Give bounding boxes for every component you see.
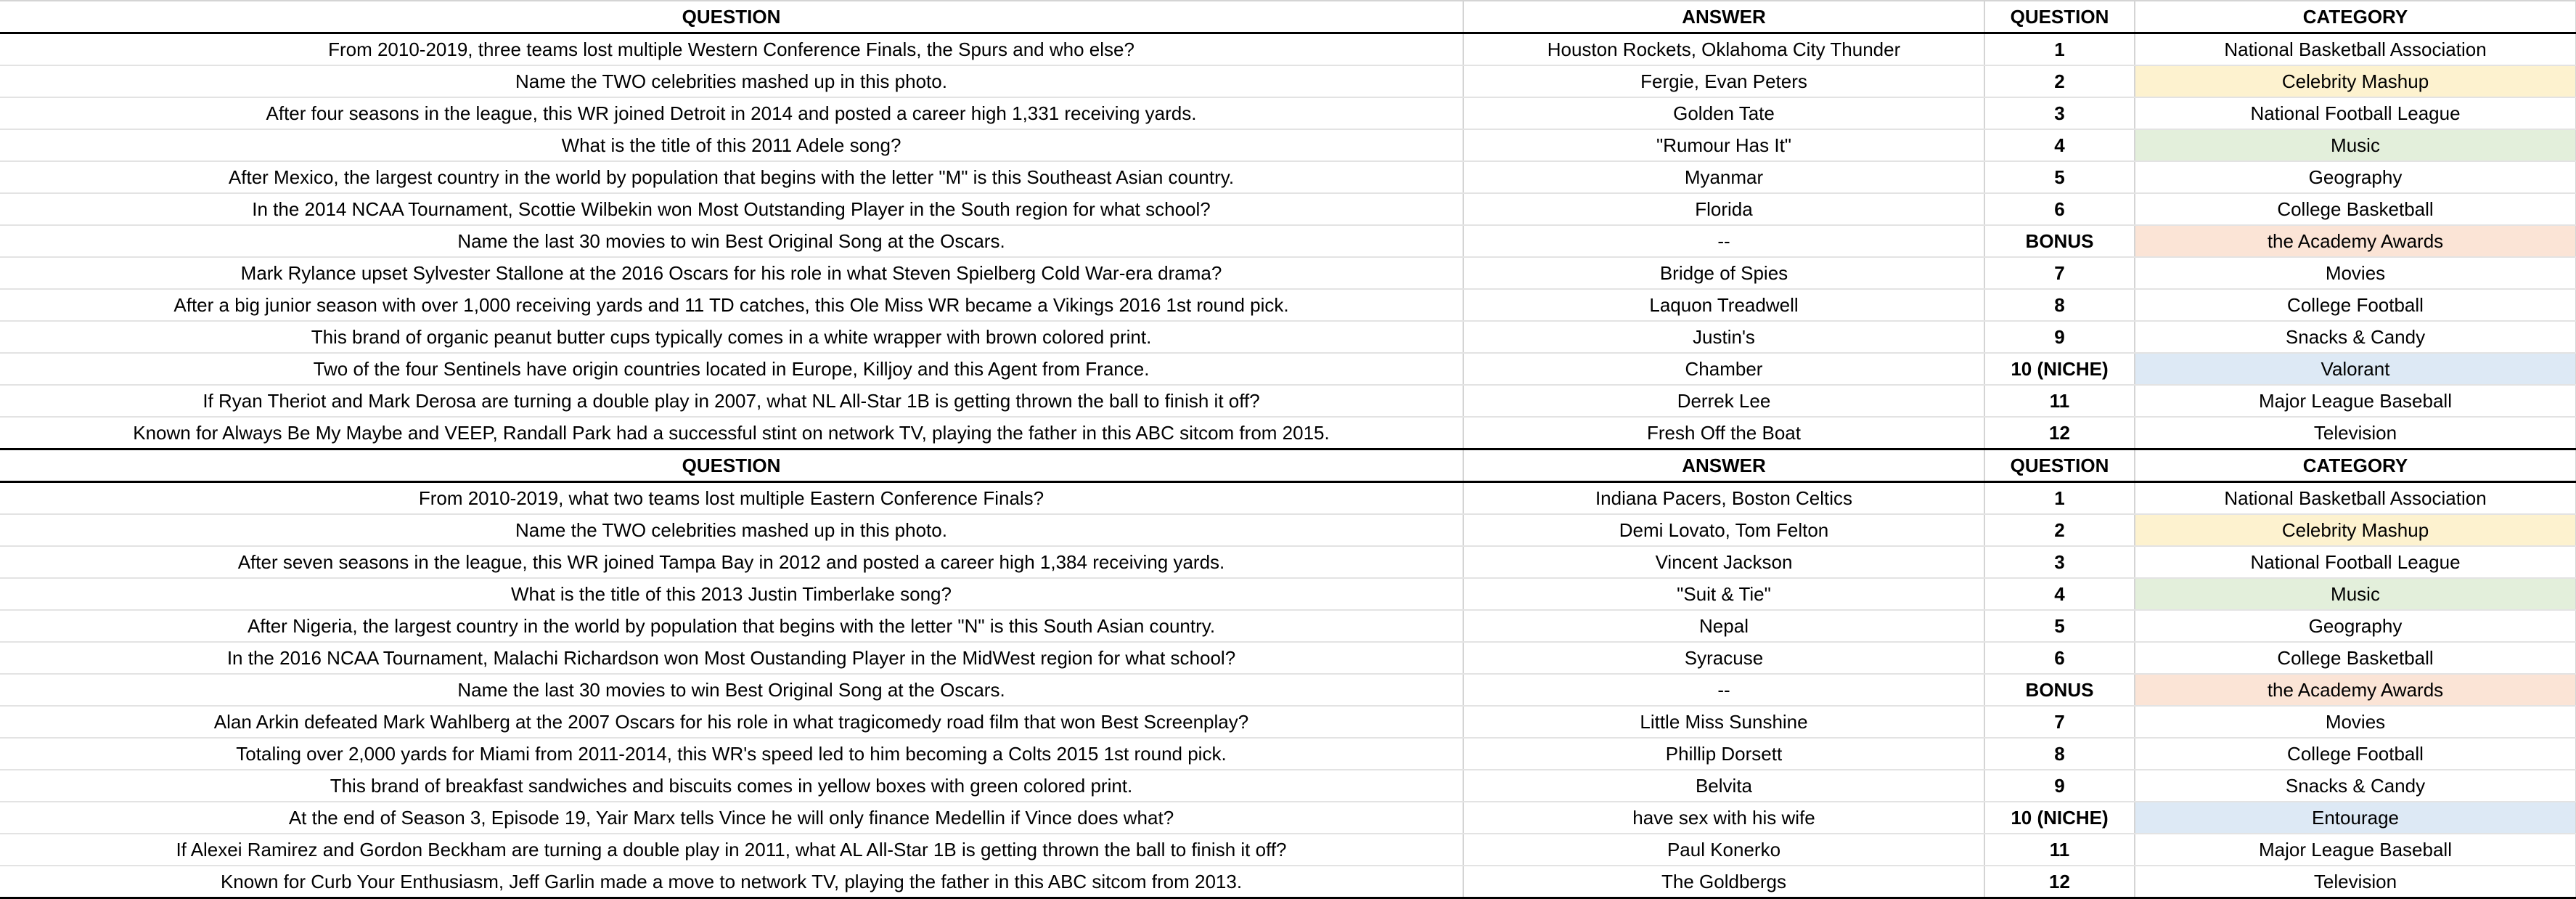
table-row bbox=[0, 385, 2576, 417]
category-cell[interactable]: Geography bbox=[2135, 161, 2576, 193]
table-row bbox=[0, 514, 2576, 546]
answer-cell[interactable]: Indiana Pacers, Boston Celtics bbox=[1463, 482, 1984, 515]
header-category[interactable]: CATEGORY bbox=[2135, 1, 2576, 33]
question-number-cell[interactable]: 12 bbox=[1984, 417, 2135, 449]
category-cell[interactable]: Major League Baseball bbox=[2135, 385, 2576, 417]
table-row bbox=[0, 802, 2576, 834]
answer-cell[interactable]: Myanmar bbox=[1463, 161, 1984, 193]
sheet-body bbox=[0, 1, 2576, 898]
answer-cell[interactable]: Phillip Dorsett bbox=[1463, 738, 1984, 770]
question-number-cell[interactable]: 6 bbox=[1984, 193, 2135, 225]
table-row bbox=[0, 706, 2576, 738]
category-cell[interactable]: College Basketball bbox=[2135, 193, 2576, 225]
answer-cell[interactable]: -- bbox=[1463, 674, 1984, 706]
table-row bbox=[0, 610, 2576, 642]
category-cell[interactable]: College Basketball bbox=[2135, 642, 2576, 674]
table-row bbox=[0, 161, 2576, 193]
table-row bbox=[0, 193, 2576, 225]
table-row bbox=[0, 289, 2576, 321]
answer-cell[interactable]: Derrek Lee bbox=[1463, 385, 1984, 417]
category-cell[interactable]: National Basketball Association bbox=[2135, 482, 2576, 515]
table-row bbox=[0, 674, 2576, 706]
question-number-cell[interactable]: 12 bbox=[1984, 866, 2135, 898]
header-question-number[interactable]: QUESTION bbox=[1984, 449, 2135, 482]
header-question[interactable]: QUESTION bbox=[0, 449, 1463, 482]
question-cell[interactable]: At the end of Season 3, Episode 19, Yair Marx tells Vince he will only finance Medellin if Vince does what? bbox=[0, 802, 1463, 834]
answer-cell[interactable]: Golden Tate bbox=[1463, 97, 1984, 129]
header-row bbox=[0, 1, 2576, 33]
question-number-cell[interactable]: 5 bbox=[1984, 161, 2135, 193]
category-cell[interactable]: the Academy Awards bbox=[2135, 674, 2576, 706]
question-cell[interactable]: Name the TWO celebrities mashed up in this photo. bbox=[0, 65, 1463, 97]
table-row bbox=[0, 257, 2576, 289]
answer-cell[interactable]: Syracuse bbox=[1463, 642, 1984, 674]
table-row bbox=[0, 97, 2576, 129]
table-row bbox=[0, 65, 2576, 97]
answer-cell[interactable]: Paul Konerko bbox=[1463, 834, 1984, 866]
question-number-cell[interactable]: 10 (NICHE) bbox=[1984, 353, 2135, 385]
answer-cell[interactable]: "Suit & Tie" bbox=[1463, 578, 1984, 610]
header-category[interactable]: CATEGORY bbox=[2135, 449, 2576, 482]
category-cell[interactable]: Television bbox=[2135, 417, 2576, 449]
question-cell[interactable]: Two of the four Sentinels have origin countries located in Europe, Killjoy and this Agent from France. bbox=[0, 353, 1463, 385]
category-cell[interactable]: Snacks & Candy bbox=[2135, 770, 2576, 802]
category-cell[interactable]: Snacks & Candy bbox=[2135, 321, 2576, 353]
question-cell[interactable]: Name the TWO celebrities mashed up in this photo. bbox=[0, 514, 1463, 546]
question-cell[interactable]: Alan Arkin defeated Mark Wahlberg at the 2007 Oscars for his role in what tragicomedy road film that won Best Screenplay? bbox=[0, 706, 1463, 738]
answer-cell[interactable]: Fergie, Evan Peters bbox=[1463, 65, 1984, 97]
category-cell[interactable]: Celebrity Mashup bbox=[2135, 65, 2576, 97]
question-number-cell[interactable]: 7 bbox=[1984, 706, 2135, 738]
question-number-cell[interactable]: 7 bbox=[1984, 257, 2135, 289]
question-number-cell[interactable]: 11 bbox=[1984, 385, 2135, 417]
question-cell[interactable]: Totaling over 2,000 yards for Miami from 2011-2014, this WR's speed led to him becoming a Colts 2015 1st round pick. bbox=[0, 738, 1463, 770]
question-cell[interactable]: Known for Curb Your Enthusiasm, Jeff Garlin made a move to network TV, playing the father in this ABC sitcom from 2013. bbox=[0, 866, 1463, 898]
question-cell[interactable]: If Alexei Ramirez and Gordon Beckham are turning a double play in 2011, what AL All-Star 1B is getting thrown the ball to finish it off? bbox=[0, 834, 1463, 866]
table-row bbox=[0, 129, 2576, 161]
question-number-cell[interactable]: 1 bbox=[1984, 482, 2135, 515]
question-number-cell[interactable]: 9 bbox=[1984, 321, 2135, 353]
answer-cell[interactable]: Florida bbox=[1463, 193, 1984, 225]
category-cell[interactable]: Entourage bbox=[2135, 802, 2576, 834]
question-cell[interactable]: From 2010-2019, three teams lost multiple Western Conference Finals, the Spurs and who else? bbox=[0, 33, 1463, 66]
category-cell[interactable]: College Football bbox=[2135, 289, 2576, 321]
category-cell[interactable]: Major League Baseball bbox=[2135, 834, 2576, 866]
header-row bbox=[0, 449, 2576, 482]
question-cell[interactable]: Mark Rylance upset Sylvester Stallone at the 2016 Oscars for his role in what Steven Spielberg Cold War-era drama? bbox=[0, 257, 1463, 289]
question-number-cell[interactable]: 6 bbox=[1984, 642, 2135, 674]
category-cell[interactable]: National Football League bbox=[2135, 97, 2576, 129]
table-row bbox=[0, 225, 2576, 257]
answer-cell[interactable]: "Rumour Has It" bbox=[1463, 129, 1984, 161]
table-row bbox=[0, 546, 2576, 578]
header-question[interactable]: QUESTION bbox=[0, 1, 1463, 33]
answer-cell[interactable]: Demi Lovato, Tom Felton bbox=[1463, 514, 1984, 546]
category-cell[interactable]: Celebrity Mashup bbox=[2135, 514, 2576, 546]
question-number-cell[interactable]: BONUS bbox=[1984, 225, 2135, 257]
category-cell[interactable]: the Academy Awards bbox=[2135, 225, 2576, 257]
question-number-cell[interactable]: 11 bbox=[1984, 834, 2135, 866]
question-cell[interactable]: After a big junior season with over 1,000 receiving yards and 11 TD catches, this Ole Miss WR became a Vikings 2016 1st round pick. bbox=[0, 289, 1463, 321]
question-number-cell[interactable]: 8 bbox=[1984, 738, 2135, 770]
table-row bbox=[0, 417, 2576, 449]
category-cell[interactable]: Geography bbox=[2135, 610, 2576, 642]
question-cell[interactable]: After Mexico, the largest country in the world by population that begins with the letter "M" is this Southeast Asian country. bbox=[0, 161, 1463, 193]
question-number-cell[interactable]: 8 bbox=[1984, 289, 2135, 321]
table-row bbox=[0, 33, 2576, 66]
category-cell[interactable]: Television bbox=[2135, 866, 2576, 898]
answer-cell[interactable]: -- bbox=[1463, 225, 1984, 257]
answer-cell[interactable]: have sex with his wife bbox=[1463, 802, 1984, 834]
table-row bbox=[0, 834, 2576, 866]
question-cell[interactable]: If Ryan Theriot and Mark Derosa are turning a double play in 2007, what NL All-Star 1B is getting thrown the ball to finish it off? bbox=[0, 385, 1463, 417]
answer-cell[interactable]: Houston Rockets, Oklahoma City Thunder bbox=[1463, 33, 1984, 66]
question-cell[interactable]: What is the title of this 2011 Adele song? bbox=[0, 129, 1463, 161]
answer-cell[interactable]: Justin's bbox=[1463, 321, 1984, 353]
question-cell[interactable]: After four seasons in the league, this WR joined Detroit in 2014 and posted a career high 1,331 receiving yards. bbox=[0, 97, 1463, 129]
table-row bbox=[0, 738, 2576, 770]
question-cell[interactable]: From 2010-2019, what two teams lost multiple Eastern Conference Finals? bbox=[0, 482, 1463, 515]
question-number-cell[interactable]: 2 bbox=[1984, 65, 2135, 97]
question-number-cell[interactable]: 3 bbox=[1984, 546, 2135, 578]
answer-cell[interactable]: Little Miss Sunshine bbox=[1463, 706, 1984, 738]
question-cell[interactable]: After seven seasons in the league, this WR joined Tampa Bay in 2012 and posted a career high 1,384 receiving yards. bbox=[0, 546, 1463, 578]
answer-cell[interactable]: Belvita bbox=[1463, 770, 1984, 802]
question-cell[interactable]: After Nigeria, the largest country in the world by population that begins with the letter "N" is this South Asian country. bbox=[0, 610, 1463, 642]
question-cell[interactable]: This brand of organic peanut butter cups typically comes in a white wrapper with brown colored print. bbox=[0, 321, 1463, 353]
question-cell[interactable]: In the 2014 NCAA Tournament, Scottie Wilbekin won Most Outstanding Player in the South region for what school? bbox=[0, 193, 1463, 225]
answer-cell[interactable]: The Goldbergs bbox=[1463, 866, 1984, 898]
category-cell[interactable]: Movies bbox=[2135, 706, 2576, 738]
category-cell[interactable]: Music bbox=[2135, 129, 2576, 161]
answer-cell[interactable]: Chamber bbox=[1463, 353, 1984, 385]
answer-cell[interactable]: Nepal bbox=[1463, 610, 1984, 642]
question-cell[interactable]: What is the title of this 2013 Justin Timberlake song? bbox=[0, 578, 1463, 610]
header-question-number[interactable]: QUESTION bbox=[1984, 1, 2135, 33]
header-answer[interactable]: ANSWER bbox=[1463, 449, 1984, 482]
table-row bbox=[0, 578, 2576, 610]
answer-cell[interactable]: Fresh Off the Boat bbox=[1463, 417, 1984, 449]
question-cell[interactable]: This brand of breakfast sandwiches and biscuits comes in yellow boxes with green colored print. bbox=[0, 770, 1463, 802]
category-cell[interactable]: Music bbox=[2135, 578, 2576, 610]
answer-cell[interactable]: Bridge of Spies bbox=[1463, 257, 1984, 289]
question-number-cell[interactable]: 4 bbox=[1984, 129, 2135, 161]
category-cell[interactable]: National Basketball Association bbox=[2135, 33, 2576, 66]
question-number-cell[interactable]: 2 bbox=[1984, 514, 2135, 546]
question-number-cell[interactable]: 1 bbox=[1984, 33, 2135, 66]
category-cell[interactable]: National Football League bbox=[2135, 546, 2576, 578]
question-cell[interactable]: In the 2016 NCAA Tournament, Malachi Richardson won Most Oustanding Player in the MidWest region for what school? bbox=[0, 642, 1463, 674]
table-row bbox=[0, 353, 2576, 385]
answer-cell[interactable]: Laquon Treadwell bbox=[1463, 289, 1984, 321]
question-cell[interactable]: Name the last 30 movies to win Best Original Song at the Oscars. bbox=[0, 225, 1463, 257]
question-number-cell[interactable]: 10 (NICHE) bbox=[1984, 802, 2135, 834]
table-row bbox=[0, 866, 2576, 898]
header-answer[interactable]: ANSWER bbox=[1463, 1, 1984, 33]
question-number-cell[interactable]: 4 bbox=[1984, 578, 2135, 610]
table-row bbox=[0, 482, 2576, 515]
question-number-cell[interactable]: 5 bbox=[1984, 610, 2135, 642]
answer-cell[interactable]: Vincent Jackson bbox=[1463, 546, 1984, 578]
question-number-cell[interactable]: 3 bbox=[1984, 97, 2135, 129]
question-number-cell[interactable]: BONUS bbox=[1984, 674, 2135, 706]
table-row bbox=[0, 321, 2576, 353]
table-row bbox=[0, 770, 2576, 802]
question-cell[interactable]: Name the last 30 movies to win Best Original Song at the Oscars. bbox=[0, 674, 1463, 706]
category-cell[interactable]: Valorant bbox=[2135, 353, 2576, 385]
category-cell[interactable]: College Football bbox=[2135, 738, 2576, 770]
table-row bbox=[0, 642, 2576, 674]
question-cell[interactable]: Known for Always Be My Maybe and VEEP, Randall Park had a successful stint on network TV, playing the father in this ABC sitcom from 2015. bbox=[0, 417, 1463, 449]
category-cell[interactable]: Movies bbox=[2135, 257, 2576, 289]
question-number-cell[interactable]: 9 bbox=[1984, 770, 2135, 802]
